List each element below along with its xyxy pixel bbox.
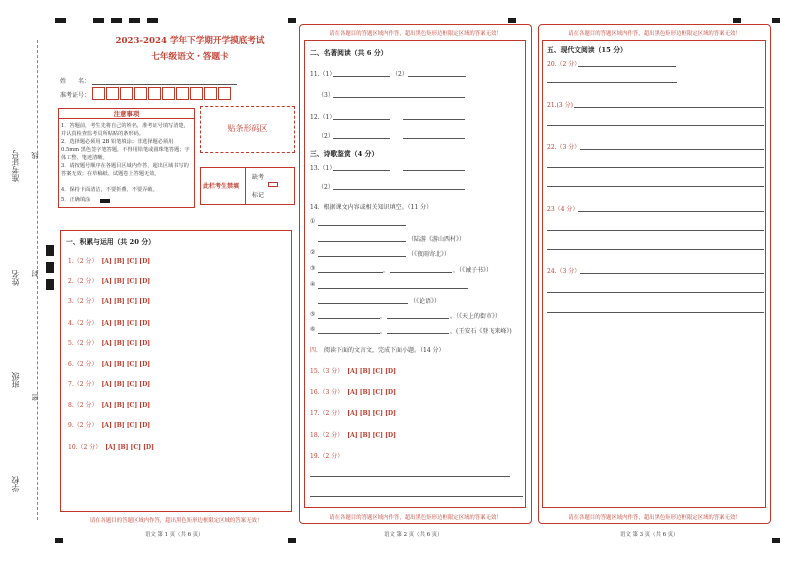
answer-line[interactable]: [318, 318, 380, 319]
q22-label: 22.（3 分）: [547, 144, 581, 151]
notice-title: 注意事项: [113, 110, 140, 118]
answer-line[interactable]: [580, 149, 764, 150]
choice-question: [68, 296, 150, 305]
answer-line[interactable]: [403, 138, 465, 139]
choice-options[interactable]: [A] [B] [C] [D]: [101, 340, 151, 347]
choice-question: [68, 338, 150, 347]
fill-source: （《论语》）: [410, 298, 441, 305]
choice-options[interactable]: [A] [B] [C] [D]: [101, 278, 151, 285]
id-digit-box[interactable]: [148, 87, 161, 100]
side-school-label: 学校: [11, 476, 20, 492]
timing-mark: [46, 279, 54, 290]
page-footer: 语文 第 1 页（共 6 页）: [145, 532, 204, 538]
answer-line[interactable]: [547, 230, 764, 231]
fill-source: 。（《天上的街市》）: [450, 313, 502, 320]
answer-line[interactable]: [318, 272, 383, 273]
id-digit-box[interactable]: [120, 87, 133, 100]
answer-line[interactable]: [318, 256, 406, 257]
fill-source: （陆游《游山西村》）: [408, 236, 466, 243]
id-digit-box[interactable]: [176, 87, 189, 100]
choice-options[interactable]: [A] [B] [C] [D]: [105, 444, 154, 451]
answer-line[interactable]: [318, 241, 406, 242]
answer-line[interactable]: [333, 138, 390, 139]
answer-line[interactable]: [547, 186, 764, 187]
timing-mark: [55, 18, 66, 23]
timing-mark: [733, 18, 741, 23]
choice-options[interactable]: [A] [B] [C] [D]: [101, 258, 151, 265]
question-number: 4.（2 分）: [68, 320, 98, 327]
fill-number: ③: [310, 265, 316, 272]
q14-title: 14．根据课文内容或相关知识填空。（11 分）: [310, 204, 433, 211]
side-name-label: 姓名: [11, 270, 20, 286]
timing-mark: [55, 538, 63, 543]
id-digit-box[interactable]: [106, 87, 119, 100]
notice-item: 2．选择题必须用 2B 铅笔填涂；非选择题必须用 0.5mm 黑色签字笔答题，不得用铅笔或圆珠笔答题；字体工整、笔迹清晰。: [61, 139, 190, 162]
answer-line[interactable]: [387, 333, 449, 334]
section1-title: 一、积累与运用（共 20 分）: [66, 238, 155, 246]
choice-options[interactable]: [A] [B] [C] [D]: [101, 298, 151, 305]
question-number: 8.（2 分）: [68, 402, 98, 409]
warning-text: 请在各题目的答题区域内作答，超出黑色矩形边框限定区域的答案无效！: [329, 515, 502, 521]
binding-line: [37, 40, 38, 520]
notice-item: 3．请按题号顺序在各题目区域内作答，超出区域书写的答案无效；在草稿纸、试题卷上答题无效。: [61, 163, 189, 178]
question-number: 3.（2 分）: [68, 298, 98, 305]
choice-options[interactable]: [A] [B] [C] [D]: [347, 368, 396, 375]
choice-question: [68, 420, 150, 429]
fill-number: ⑤: [310, 311, 316, 318]
fill-separator: ，: [383, 267, 390, 274]
fill-separator: ，: [380, 313, 387, 320]
answer-line[interactable]: [333, 189, 465, 190]
fill-source: ，（《诫子书》）: [453, 267, 493, 274]
question-number: 16.（3 分）: [310, 389, 344, 396]
answer-line[interactable]: [547, 82, 677, 83]
warning-text: 请在各题目的答题区域内作答，超出黑色矩形边框限定区域的答案无效！: [568, 515, 741, 521]
answer-line[interactable]: [318, 303, 408, 304]
section4-title: 阅读下面的文言文，完成下面小题。（14 分）: [324, 347, 445, 354]
id-digit-box[interactable]: [162, 87, 175, 100]
fill-number: ⑥: [310, 326, 316, 333]
timing-mark: [111, 18, 122, 23]
answer-line[interactable]: [547, 292, 764, 293]
choice-options[interactable]: [A] [B] [C] [D]: [101, 361, 151, 368]
q20-label: 20.（2 分）: [547, 61, 581, 68]
choice-question: [68, 379, 150, 388]
answer-line[interactable]: [547, 312, 764, 313]
barcode-label: 贴条形码区: [227, 124, 268, 133]
name-label: 姓 名：: [60, 78, 91, 85]
answer-line[interactable]: [578, 211, 764, 212]
q12-label: 12.（1）: [310, 114, 336, 121]
question-number: 1.（2 分）: [68, 258, 98, 265]
answer-line[interactable]: [547, 249, 764, 250]
timing-mark: [129, 18, 140, 23]
answer-line[interactable]: [403, 119, 465, 120]
timing-mark: [288, 18, 296, 23]
timing-mark: [772, 18, 780, 23]
question-number: 9.（2 分）: [68, 422, 98, 429]
q19-label: 19.（2 分）: [310, 453, 344, 460]
absent-mark-box[interactable]: [268, 182, 278, 187]
answer-line[interactable]: [578, 66, 676, 67]
answer-line[interactable]: [333, 170, 390, 171]
choice-question: [68, 276, 150, 285]
answer-line[interactable]: [333, 97, 465, 98]
absent-divider: [245, 167, 246, 205]
answer-line[interactable]: [580, 273, 764, 274]
timing-mark: [93, 18, 104, 23]
choice-question: [310, 430, 396, 439]
warning-text: 请在各题目的答题区域内作答，超出黑色矩形边框限定区域的答案无效！: [89, 518, 263, 524]
choice-question: [68, 359, 150, 368]
fill-source: ，(王安石《登飞来峰》): [450, 328, 512, 335]
exam-subtitle: 七年级语文・答题卡: [151, 52, 229, 62]
choice-question: [68, 256, 150, 265]
answer-line[interactable]: [403, 170, 465, 171]
notice-item: 5．正确填涂: [61, 197, 91, 203]
section1-box: [60, 230, 292, 512]
seal-line-char: 线: [31, 152, 39, 159]
notice-item: 1．答题前，考生先将自己的姓名，准考证号填写清楚，并认真检查监考员所粘贴的条形码。: [61, 123, 189, 138]
answer-line[interactable]: [318, 288, 468, 289]
q11-sub2: （2）: [392, 71, 408, 78]
question-number: 10.（2 分）: [68, 444, 102, 451]
id-digit-box[interactable]: [218, 87, 231, 100]
answer-line[interactable]: [333, 76, 390, 77]
notice-item: 4．保持卡面清洁，不要折叠、不要弄破。: [61, 187, 158, 193]
section3-title: 三、诗歌鉴赏（4 分）: [310, 150, 379, 158]
choice-options[interactable]: [A] [B] [C] [D]: [101, 381, 151, 388]
timing-mark: [772, 538, 780, 543]
fill-source: （《夜雨寄北》）: [408, 251, 451, 258]
answer-line[interactable]: [547, 167, 764, 168]
timing-mark: [147, 18, 158, 23]
answer-line[interactable]: [387, 318, 449, 319]
answer-line[interactable]: [574, 107, 764, 108]
timing-mark: [46, 245, 54, 256]
id-label: 准考证号：: [60, 92, 91, 99]
choice-question: [310, 387, 396, 396]
fill-separator: ，: [380, 328, 387, 335]
id-digit-box[interactable]: [190, 87, 203, 100]
answer-line[interactable]: [318, 333, 380, 334]
exam-title: 2023-2024 学年下学期开学摸底考试: [115, 36, 265, 46]
question-number: 15.（3 分）: [310, 368, 344, 375]
q21-label: 21.(3 分): [547, 102, 573, 109]
fill-sample: [100, 199, 110, 203]
answer-line[interactable]: [547, 125, 764, 126]
choice-options[interactable]: [A] [B] [C] [D]: [347, 432, 396, 439]
choice-question: [68, 318, 150, 327]
answer-line[interactable]: [408, 76, 466, 77]
side-id-label: 准考证号: [11, 150, 20, 182]
answer-line[interactable]: [390, 272, 452, 273]
q13-sub2: （2）: [318, 184, 334, 191]
q12-sub2: （2）: [318, 133, 334, 140]
choice-question: [310, 366, 396, 375]
fill-number: ①: [310, 218, 316, 225]
choice-question: [68, 400, 150, 409]
section5-title: 五、现代文阅读（15 分）: [547, 46, 627, 54]
seal-seal-char: 封: [31, 270, 39, 277]
absent-forbid-label: 此栏考生禁填: [203, 183, 240, 190]
warning-text: 请在各题目的答题区域内作答，超出黑色矩形边框限定区域的答案无效！: [329, 31, 502, 37]
timing-mark: [46, 262, 54, 273]
question-number: 2.（2 分）: [68, 278, 98, 285]
answer-line[interactable]: [333, 119, 390, 120]
section4-label: 四．: [310, 347, 323, 354]
choice-options[interactable]: [A] [B] [C] [D]: [101, 402, 151, 409]
choice-options[interactable]: [A] [B] [C] [D]: [347, 410, 396, 417]
choice-options[interactable]: [A] [B] [C] [D]: [101, 422, 151, 429]
page-footer: 语文 第 3 页（共 6 页）: [620, 532, 679, 538]
q11-sub3: （3）: [318, 92, 334, 99]
absent-label-top: 缺考: [252, 174, 265, 181]
timing-mark: [508, 18, 516, 23]
choice-options[interactable]: [A] [B] [C] [D]: [101, 320, 151, 327]
absent-label-bottom: 标记: [252, 192, 265, 199]
question-number: 5.（2 分）: [68, 340, 98, 347]
question-number: 18.（2 分）: [310, 432, 344, 439]
id-digit-box[interactable]: [204, 87, 217, 100]
fill-number: ②: [310, 249, 316, 256]
answer-line[interactable]: [310, 476, 510, 477]
fill-number: ④: [310, 281, 316, 288]
q13-label: 13.（1）: [310, 165, 336, 172]
id-digit-box[interactable]: [92, 87, 105, 100]
section2-title: 二、名著阅读（共 6 分）: [310, 49, 388, 57]
question-number: 17.（2 分）: [310, 410, 344, 417]
choice-options[interactable]: [A] [B] [C] [D]: [347, 389, 396, 396]
answer-line[interactable]: [310, 496, 523, 497]
answer-line[interactable]: [318, 225, 406, 226]
id-digit-box[interactable]: [134, 87, 147, 100]
page-footer: 语文 第 2 页（共 6 页）: [384, 532, 443, 538]
q11-label: 11.（1）: [310, 71, 336, 78]
q23-label: 23（4 分）: [547, 206, 579, 213]
question-number: 7.（2 分）: [68, 381, 98, 388]
side-class-label: 班级: [11, 372, 20, 388]
q24-label: 24.（3 分）: [547, 268, 581, 275]
choice-question: [310, 408, 396, 417]
warning-text: 请在各题目的答题区域内作答，超出黑色矩形边框限定区域的答案无效！: [568, 31, 741, 37]
question-number: 6.（2 分）: [68, 361, 98, 368]
seal-mi-char: 密: [31, 394, 39, 401]
timing-mark: [288, 538, 296, 543]
name-field[interactable]: [92, 84, 237, 85]
choice-question: [68, 442, 154, 451]
